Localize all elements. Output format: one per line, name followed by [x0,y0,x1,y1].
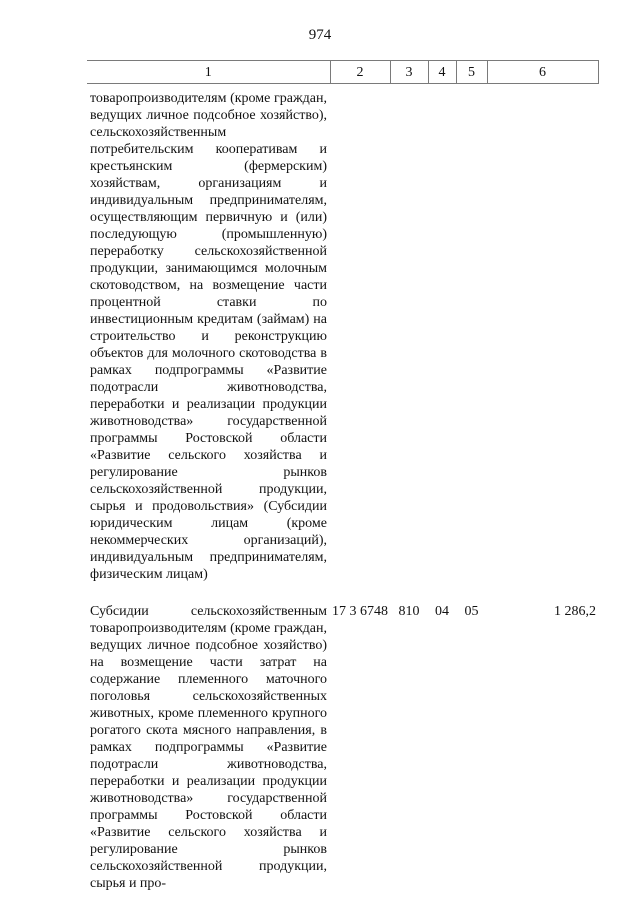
row-code: 17 3 6748 [332,604,388,619]
row-amount: 1 286,2 [554,604,596,619]
row-subsection [456,84,487,584]
row-section: 04 [435,604,449,619]
table-row [87,583,598,892]
row-subsection: 05 [464,604,479,619]
row-description: товаропроизводителям (кроме граждан, ведущих личное подсобное хозяйство), сельскохозяйственным потребительским кооперативам и крестьянским (фермерским) хозяйствам, организациям и индивидуальным предпринимателям, осуществляющим первичную и (или) последующую (промышленную) переработку сельскохозяйственной продукции, занимающимся молочным скотоводством, на возмещение части процентной ставки по инвестиционным кредитам (займам) на строительство и реконструкцию объектов для молочного скотоводства в рамках подпрограммы «Развитие подотрасли животноводства, переработки и реализации продукции животноводства» государственной программы Ростовской области «Развитие сельского хозяйства и регулирование рынков сельскохозяйственной продукции, сырья и продовольствия» (Субсидии юридическим лицам (кроме некоммерческих организаций), индивидуальным предпринимателям, физическим лицам) [90,91,327,582]
row-amount [487,84,598,584]
page-number: 974 [308,27,332,43]
row-section [428,84,456,584]
row-code [330,84,390,584]
budget-table [87,60,599,892]
column-header-2: 2 [330,61,390,84]
header-row [87,61,598,84]
column-header-1: 1 [87,61,330,84]
column-header-3: 3 [390,61,428,84]
column-header-4: 4 [428,61,456,84]
column-header-5: 5 [456,61,487,84]
table-row [87,84,598,584]
row-expense-type: 810 [398,604,420,619]
row-expense-type [390,84,428,584]
row-description: Субсидии сельскохозяйственным товаропроизводителям (кроме граждан, ведущих личное подсобное хозяйство) на возмещение части затрат на содержание племенного маточного поголовья сельскохозяйственных животных, кроме племенного крупного рогатого скота мясного направления, в рамках подпрограммы «Развитие подотрасли животноводства, переработки и реализации продукции животноводства» государственной программы Ростовской области «Развитие сельского хозяйства и регулирование рынков сельскохозяйственной продукции, сырья и про- [90,604,327,891]
column-header-6: 6 [487,61,598,84]
